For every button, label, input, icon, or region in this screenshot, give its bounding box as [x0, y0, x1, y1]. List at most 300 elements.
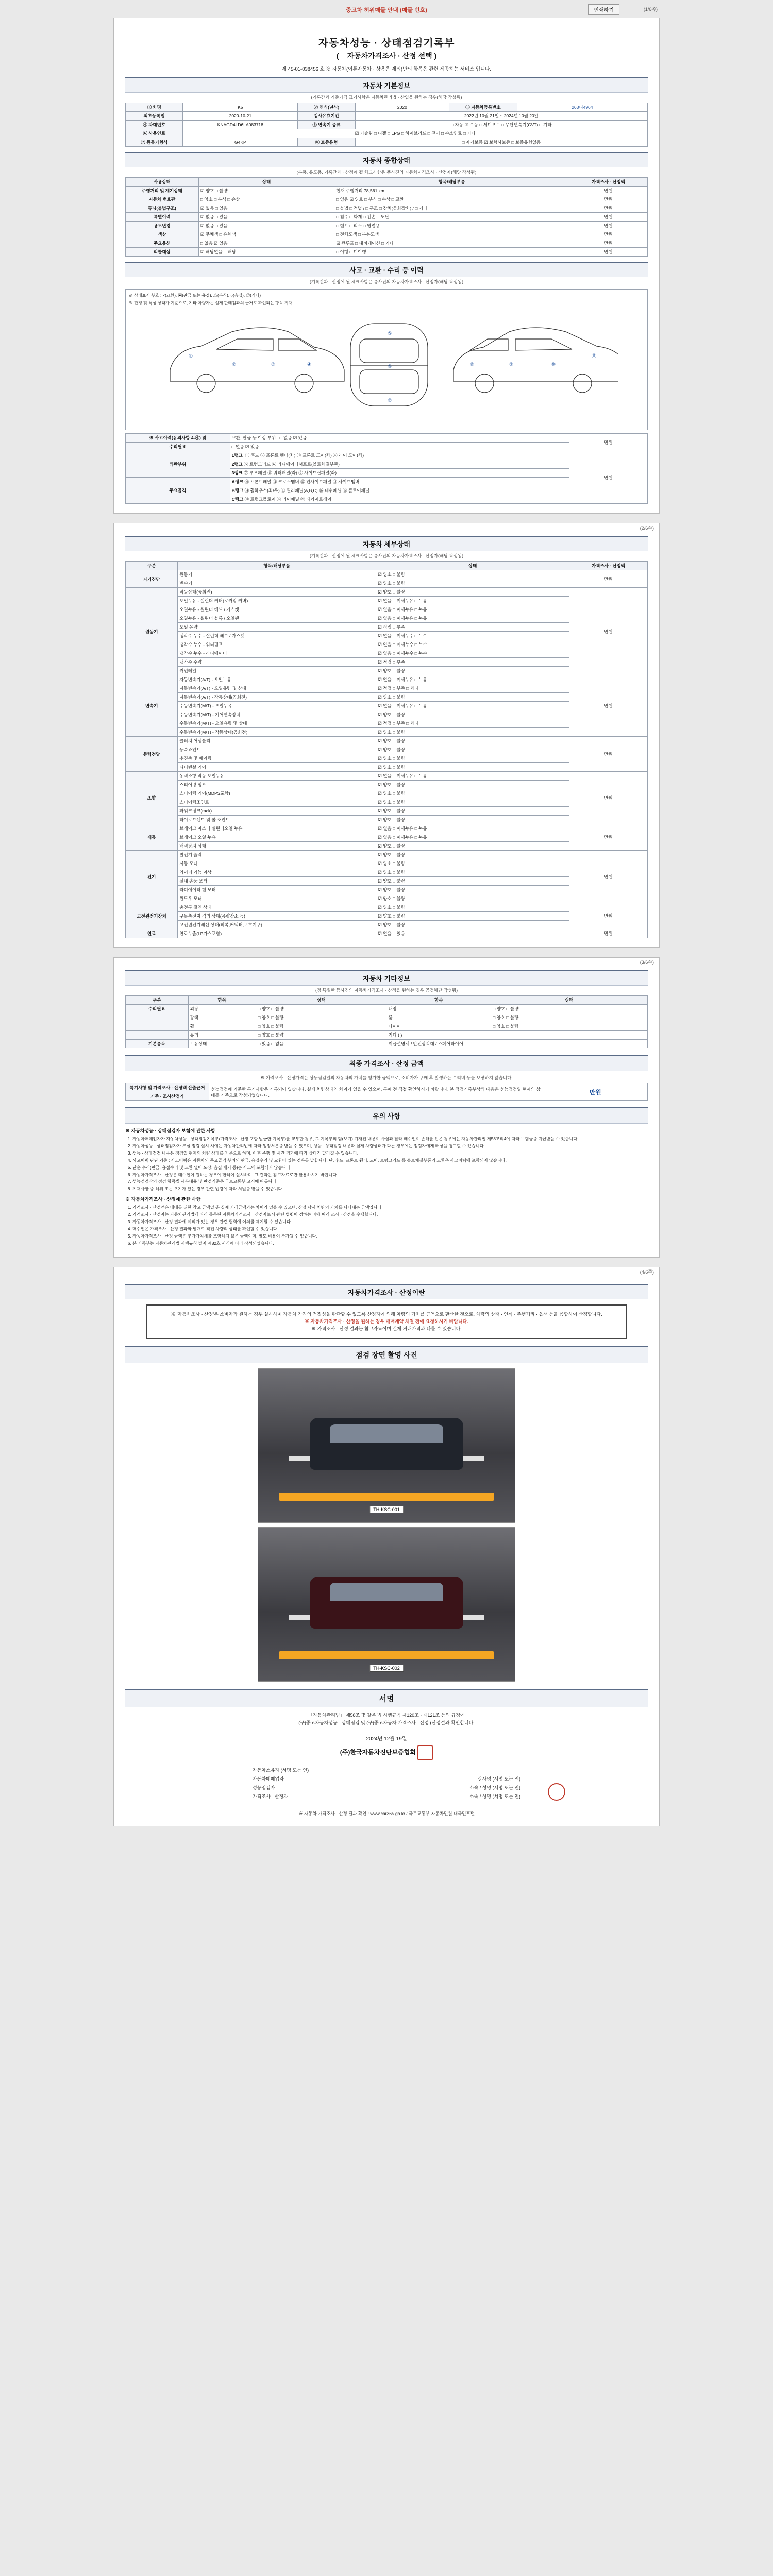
detail-state[interactable]: ☑ 양호 □ 불량 [376, 877, 569, 886]
table-row [126, 434, 648, 443]
topbar-warning: 중고차 허위매물 안내 (매물 번호) [346, 7, 427, 13]
cell-value: 2020 [355, 103, 449, 112]
row-label: 튜닝(불법구조) [126, 204, 199, 213]
table-row [126, 138, 648, 147]
col-header: 사용상태 [126, 178, 199, 187]
etc-item-2: 타이어 [386, 1022, 491, 1031]
rank-row [230, 460, 569, 469]
row-detail: □ 이행 □ 미이행 [334, 248, 569, 257]
detail-group-name: 전기 [126, 851, 178, 903]
accident-amount: 만원 [569, 434, 648, 451]
detail-item: 연료누출(LP가스포함) [178, 929, 376, 938]
detail-state[interactable]: ☑ 없음 □ 미세누유 □ 누유 [376, 605, 569, 614]
detail-state[interactable]: ☑ 양호 □ 불량 [376, 886, 569, 894]
row-amount: 만원 [569, 239, 648, 248]
rank-label: 2랭크 [231, 462, 243, 467]
legend-value: □ 없음 ☑ 있음 [279, 435, 307, 440]
caution-item: 6. 자동차가격조사 · 산정은 매수인이 원하는 경우에 한하여 실시하며, 그 결과는 참고자료로만 활용하시기 바랍니다. [132, 1172, 648, 1178]
detail-item: 발전기 출력 [178, 851, 376, 859]
detail-item: 구동축전지 격리 상태(용량감소 등) [178, 912, 376, 921]
price-value-text: 만원 [589, 1089, 601, 1096]
detail-amount: 만원 [569, 824, 648, 851]
table-row [126, 451, 648, 460]
detail-state[interactable]: ☑ 양호 □ 불량 [376, 754, 569, 763]
rank-label: B랭크 [231, 488, 244, 493]
appraiser-text-bold: ※ 자동차가격조사 · 산정을 원하는 경우 매매계약 체결 전에 요청하시기 바랍니다. [305, 1318, 468, 1324]
detail-state[interactable]: ☑ 적정 □ 부족 □ 과다 [376, 684, 569, 693]
car-diagram [125, 289, 648, 430]
table-row [126, 213, 648, 222]
table-row [126, 112, 648, 121]
row-amount: 만원 [569, 222, 648, 230]
col-header: 항목 [386, 996, 491, 1005]
doc-title: 자동차성능 · 상태점검기록부 [318, 38, 455, 49]
detail-amount: 만원 [569, 851, 648, 903]
table-row [126, 1022, 648, 1031]
table-row [126, 248, 648, 257]
row-detail: □ 불법 □ 적법 / □ 구조 □ 장치(등화장치) / □ 기타 [334, 204, 569, 213]
signature-role: 자동차매매업자 [253, 1776, 284, 1782]
detail-state[interactable]: ☑ 양호 □ 불량 [376, 693, 569, 702]
detail-item: 고전원전기배선 상태(피복,커넥터,보호기구) [178, 921, 376, 929]
etc-group [126, 1031, 189, 1040]
cell-label: ⑦ 원동기형식 [126, 138, 183, 147]
detail-item: 디퍼렌셜 기어 [178, 763, 376, 772]
svg-text:⑪: ⑪ [592, 353, 597, 359]
sign-line-1: 「자동차관리법」 제58조 및 같은 법 시행규칙 제120조 · 제121조 등의 규정에 [308, 1712, 465, 1718]
detail-amount: 만원 [569, 570, 648, 588]
cell-label: 최초등록일 [126, 112, 183, 121]
section-price-band: 최종 가격조사 · 산정 금액 [125, 1055, 648, 1071]
cell-value: ☑ 가솔린 □ 디젤 □ LPG □ 하이브리드 □ 전기 □ 수소연료 □ 기타 [183, 129, 648, 138]
table-row [126, 824, 648, 833]
detail-state[interactable]: ☑ 양호 □ 불량 [376, 579, 569, 588]
accident-legend-table [125, 433, 648, 504]
detail-item: 자동변속기(A/T) - 오일유량 및 상태 [178, 684, 376, 693]
detail-amount: 만원 [569, 903, 648, 929]
section-photo-band: 점검 장면 촬영 사진 [125, 1346, 648, 1363]
caution-item: 4. 매수인은 가격조사 · 산정 결과와 별개로 직접 차량의 상태를 확인할 수 있습니다. [132, 1226, 648, 1232]
page-4-mark: (4/6쪽) [640, 1269, 654, 1275]
caution-body [125, 1128, 648, 1247]
detail-amount: 만원 [569, 929, 648, 938]
price-label-total: 특기사항 및 가격조사 · 산정액 산출근거 [126, 1083, 209, 1092]
appraiser-text-tail: ※ 가격조사 · 산정 결과는 참고자료이며 실제 거래가격과 다를 수 있습니다. [311, 1326, 462, 1332]
detail-amount: 만원 [569, 451, 648, 504]
sign-footer: ※ 자동차 가격조사 · 산정 결과 확인 : www.car365.go.kr / 국토교통부 자동차민원 대국민포털 [298, 1811, 475, 1817]
table-row [126, 204, 648, 213]
diagram-note-1: ※ 상태표시 부호 : ×(교환), ▣(판금 또는 용접), △(부식), ○(흠집), ◎(기타) [129, 293, 261, 298]
detail-state[interactable]: ☑ 양호 □ 불량 [376, 570, 569, 579]
caution-item: 5. 단순 수리(판금, 용접수리 및 교환 없이 도장, 흠집 제거 등)는 사고에 포함되지 않습니다. [132, 1165, 648, 1171]
row-state[interactable]: □ 없음 ☑ 있음 [198, 239, 334, 248]
detail-state[interactable]: ☑ 양호 □ 불량 [376, 710, 569, 719]
photo-car-glass [330, 1583, 443, 1601]
appraiser-warning-box [146, 1304, 627, 1339]
overall-table [125, 177, 648, 257]
section-etc-band: 자동차 기타정보 [125, 970, 648, 986]
rank-row [230, 478, 569, 486]
detail-item: 냉각수 누수 - 라디에이터 [178, 649, 376, 658]
detail-state[interactable]: ☑ 양호 □ 불량 [376, 745, 569, 754]
caution-item: 2. 가격조사 · 산정자는 자동차관리법에 따라 등록된 자동차가격조사 · 산정자로서 관련 법령이 정하는 바에 따라 조사 · 산정을 수행합니다. [132, 1212, 648, 1218]
row-state[interactable]: ☑ 없음 □ 있음 [198, 213, 334, 222]
svg-text:④: ④ [307, 362, 312, 367]
detail-group-name: 조향 [126, 772, 178, 824]
table-row [126, 851, 648, 859]
detail-group-name: 원동기 [126, 588, 178, 675]
detail-item: 배력장치 상태 [178, 842, 376, 851]
price-table [125, 1083, 648, 1101]
table-row [126, 121, 648, 129]
legend-title-2: 수리필요 [126, 443, 230, 451]
row-label: 주요옵션 [126, 239, 199, 248]
detail-item: 브레이크 오일 누유 [178, 833, 376, 842]
detail-state[interactable]: ☑ 없음 □ 미세누수 □ 누수 [376, 632, 569, 640]
photo-lift-base [279, 1651, 494, 1659]
caution-item: 3. 성능 · 상태점검 내용은 점검일 현재의 차량 상태를 기준으로 하며, 이후 주행 및 시간 경과에 따라 상태가 달라질 수 있습니다. [132, 1150, 648, 1157]
rank-row [230, 469, 569, 478]
photo-caption: TH-KSC-001 [369, 1506, 404, 1513]
detail-state[interactable]: ☑ 양호 □ 불량 [376, 816, 569, 824]
svg-text:⑥: ⑥ [388, 364, 392, 369]
detail-item: 수동변속기(M/T) - 작동상태(공회전) [178, 728, 376, 737]
group-name-frame: 주요골격 [126, 478, 230, 504]
detail-state[interactable]: ☑ 적정 □ 부족 □ 과다 [376, 719, 569, 728]
detail-state[interactable]: ☑ 적정 □ 부족 [376, 658, 569, 667]
signature-row [253, 1774, 520, 1783]
legend-value-2[interactable]: □ 없음 ☑ 있음 [230, 443, 569, 451]
row-state[interactable]: ☑ 양호 □ 불량 [198, 187, 334, 195]
detail-amount: 만원 [569, 588, 648, 675]
row-label: 리콜대상 [126, 248, 199, 257]
diagram-note-2: ※ 판정 및 특성 상태가 기준으로, 기타 차량가는 실제 판매점과의 근거로 확인되는 항목 기재 [129, 301, 293, 306]
detail-item: 추진축 및 베어링 [178, 754, 376, 763]
detail-state[interactable]: ☑ 양호 □ 불량 [376, 868, 569, 877]
row-amount: 만원 [569, 248, 648, 257]
cell-value: G4KP [183, 138, 298, 147]
legend-title: ※ 사고이력(유의사항 4-④) 및 [126, 434, 230, 443]
detail-item: 수동변속기(M/T) - 오일유량 및 상태 [178, 719, 376, 728]
page-2-mark: (2/6쪽) [640, 526, 654, 531]
price-label-base: 기준 · 조사산정가 [126, 1092, 209, 1101]
rank-items: ⑦ 루프패널 ⑧ 쿼터패널(좌) ⑨ 사이드실패널(좌) [244, 470, 337, 476]
row-detail: □ 없음 ☑ 양호 □ 부식 □ 손상 □ 교환 [334, 195, 569, 204]
table-row [126, 675, 648, 684]
col-header: 구분 [126, 562, 178, 570]
row-amount: 만원 [569, 213, 648, 222]
signature-value[interactable]: 상사명 (서명 또는 인) [477, 1776, 520, 1782]
row-detail: ☑ 썬루프 □ 내비게이션 □ 기타 [334, 239, 569, 248]
svg-text:⑦: ⑦ [388, 398, 392, 403]
detail-item: 라디에이터 팬 모터 [178, 886, 376, 894]
price-note: ※ 가격조사 · 산정가격은 성능점검일의 자동차의 가치를 평가한 금액으로, 소비자가 구매 후 발생하는 수리비 등을 보장하지 않습니다. [260, 1075, 513, 1080]
section-etc-note: (점 특별한 등사진의 자동차가격조사 · 산정을 원하는 경우 공정해단 작성됨) [315, 988, 458, 993]
signature-role: 성능점검자 [253, 1785, 275, 1791]
cell-value: □ 자가보증 ☑ 보험사보증 □ 보증유형없음 [355, 138, 647, 147]
price-value [543, 1083, 648, 1101]
detail-state[interactable]: ☑ 양호 □ 불량 [376, 789, 569, 798]
doc-number-line: 제 45-01-038456 호 ※ 자동차(이륜자동차 · 상용은 제외)만의 항목은 관련 제공해는 서비스 입니다. [281, 66, 492, 72]
detail-state[interactable]: ☑ 양호 □ 불량 [376, 859, 569, 868]
inspection-photo-2[interactable] [258, 1527, 515, 1682]
row-amount: 만원 [569, 230, 648, 239]
section-caution-band: 유의 사항 [125, 1107, 648, 1124]
car-outline-svg [155, 308, 618, 421]
detail-state[interactable]: ☑ 양호 □ 불량 [376, 894, 569, 903]
signature-value[interactable]: 소속 / 성명 (서명 또는 인) [469, 1785, 520, 1791]
detail-state[interactable]: ☑ 없음 □ 미세누유 □ 누유 [376, 824, 569, 833]
row-state[interactable]: □ 양호 □ 부식 □ 손상 [198, 195, 334, 204]
rank-label: 1랭크 [231, 453, 243, 458]
detail-item: 윈도우 모터 [178, 894, 376, 903]
row-state[interactable]: ☑ 없음 □ 있음 [198, 204, 334, 213]
etc-item-1: 보유상태 [188, 1040, 256, 1048]
col-header: 상태 [198, 178, 334, 187]
col-header: 항목/해당부품 [334, 178, 569, 187]
row-detail: □ 렌트 □ 리스 □ 영업용 [334, 222, 569, 230]
row-amount: 만원 [569, 204, 648, 213]
rank-label: C랭크 [231, 497, 244, 502]
rank-items: ⑤ 트렁크리드 ⑥ 라디에이터서포트(볼트체결부품) [244, 462, 340, 467]
section-basic-band: 자동차 기본정보 [125, 77, 648, 93]
photo-caption: TH-KSC-002 [369, 1665, 404, 1672]
page-4 [113, 1267, 660, 1827]
detail-item: 냉각수 누수 - 실린더 헤드 / 가스켓 [178, 632, 376, 640]
table-row [126, 1013, 648, 1022]
detail-item: 수동변속기(M/T) - 오일누유 [178, 702, 376, 710]
caution-item: 4. 사고이력 판단 기준 : 사고이력은 자동차의 주요골격 부위의 판금, 용접수리 및 교환이 있는 경우를 말합니다. 단, 후드, 프론트 휀더, 도어, 트렁크리드 등 볼트체결부품의 교환은 사고이력에 포함되지 않습니다. [132, 1158, 648, 1164]
rank-items: ⑩ 프론트패널 ⑪ 크로스맴버 ⑫ 인사이드패널 ⑬ 사이드맴버 [244, 479, 360, 484]
inspection-photo-1[interactable] [258, 1368, 515, 1523]
etc-state-2[interactable] [491, 1040, 648, 1048]
table-row [126, 195, 648, 204]
svg-text:⑤: ⑤ [388, 331, 392, 336]
detail-item: 오일 유량 [178, 623, 376, 632]
col-header: 상태 [376, 562, 569, 570]
caution-item: 2. 자동차성능 · 상태점검자가 부실 점검 실시 시에는 자동차관리법에 따라 행정처분을 받을 수 있으며, 성능 · 상태점검 내용과 실제 차량상태가 다른 경우에는 점검자에게 배상을 청구할 수 있습니다. [132, 1143, 648, 1149]
etc-item-2: 취급설명서 / 안전삼각대 / 스페어타이어 [386, 1040, 491, 1048]
col-header: 가격조사 · 산정액 [569, 178, 648, 187]
section-accident-note: (기록간과 · 산정에 될 체크사항은 품사진의 자동차자격조사 · 산정자(해당 작성됨) [309, 279, 464, 284]
detail-group-name: 동력전달 [126, 737, 178, 772]
table-row [126, 1005, 648, 1013]
rank-items: ① 후드 ② 프론트 휀더(좌) ③ 프론트 도어(좌) ④ 리어 도어(좌) [245, 453, 364, 458]
etc-state-1[interactable]: □ 양호 □ 불량 [256, 1022, 386, 1031]
col-header: 상태 [491, 996, 648, 1005]
detail-item: 동력조향 작동 오일누유 [178, 772, 376, 781]
detail-item: 클러치 어셈블리 [178, 737, 376, 745]
detail-state[interactable]: ☑ 양호 □ 불량 [376, 842, 569, 851]
detail-group-name: 변속기 [126, 675, 178, 737]
row-label: 주행거리 및 계기상태 [126, 187, 199, 195]
basic-info-table [125, 103, 648, 147]
detail-item: 와이퍼 기능 이상 [178, 868, 376, 877]
detail-state[interactable]: ☑ 없음 □ 미세누수 □ 누수 [376, 640, 569, 649]
detail-state[interactable]: ☑ 없음 □ 미세누수 □ 누수 [376, 649, 569, 658]
table-row [126, 737, 648, 745]
detail-state[interactable]: ☑ 없음 □ 미세누유 □ 누유 [376, 772, 569, 781]
detail-item: 스티어링조인트 [178, 798, 376, 807]
detail-item: 타이로드엔드 및 볼 조인트 [178, 816, 376, 824]
cell-label: ③ 자동차등록번호 [449, 103, 517, 112]
detail-item: 오일누유 - 실린더 헤드 / 가스켓 [178, 605, 376, 614]
row-state[interactable]: ☑ 무채색 □ 유채색 [198, 230, 334, 239]
row-detail: □ 전체도색 □ 부분도색 [334, 230, 569, 239]
table-row [126, 103, 648, 112]
row-state[interactable]: ☑ 해당없음 □ 해당 [198, 248, 334, 257]
row-label: 용도변경 [126, 222, 199, 230]
detail-state[interactable]: ☑ 양호 □ 불량 [376, 851, 569, 859]
detail-state[interactable]: ☑ 양호 □ 불량 [376, 588, 569, 597]
etc-group [126, 1013, 189, 1022]
detail-item: 브레이크 마스터 실린더오일 누유 [178, 824, 376, 833]
section-basic-note: (기록간과 기준가격 표기사항은 자동차관리법 · 산업을 원하는 경우(해당 작성됨) [311, 95, 462, 100]
etc-item-2: 기타 ( ) [386, 1031, 491, 1040]
row-label: 특별이력 [126, 213, 199, 222]
detail-state[interactable]: ☑ 양호 □ 불량 [376, 737, 569, 745]
sign-company [125, 1745, 648, 1760]
svg-text:③: ③ [271, 362, 276, 367]
detail-item: 등속죠인트 [178, 745, 376, 754]
caution-item: 1. 가격조사 · 산정액은 매매를 위한 참고 금액일 뿐 실제 거래금액과는 차이가 있을 수 있으며, 산정 당시 차량의 가치를 나타내는 금액입니다. [132, 1205, 648, 1211]
caution-item: 7. 성능점검장의 점검 항목별 세부내용 및 판정기준은 국토교통부 고시에 따릅니다. [132, 1179, 648, 1185]
detail-state[interactable]: ☑ 없음 □ 미세누유 □ 누유 [376, 702, 569, 710]
detail-item: 작동상태(공회전) [178, 588, 376, 597]
table-row [126, 929, 648, 938]
topbar [113, 4, 660, 15]
page-1 [113, 18, 660, 514]
etc-group [126, 1022, 189, 1031]
etc-state-2[interactable] [491, 1031, 648, 1040]
doc-subtitle: ( □ 자동차가격조사 · 산정 선택 ) [336, 52, 437, 60]
detail-state[interactable]: ☑ 양호 □ 불량 [376, 921, 569, 929]
etc-state-1[interactable]: □ 있음 □ 없음 [256, 1040, 386, 1048]
detail-item: 오일누유 - 실린더 커버(로커암 커버) [178, 597, 376, 605]
detail-item: 냉각수 수량 [178, 658, 376, 667]
etc-state-2[interactable]: □ 양호 □ 불량 [491, 1005, 648, 1013]
topbar-page-label: (1/6쪽) [643, 7, 658, 12]
etc-state-1[interactable]: □ 양호 □ 불량 [256, 1031, 386, 1040]
svg-text:①: ① [189, 353, 193, 359]
detail-item: 스티어링 기어(MDPS포함) [178, 789, 376, 798]
car-diagram-canvas [129, 308, 644, 427]
print-button[interactable]: 인쇄하기 [588, 4, 619, 15]
table-row [126, 903, 648, 912]
detail-state[interactable]: ☑ 양호 □ 불량 [376, 798, 569, 807]
table-row [126, 588, 648, 597]
etc-group: 기본품목 [126, 1040, 189, 1048]
detail-item: 커먼레일 [178, 667, 376, 675]
rank-label: A랭크 [231, 479, 244, 484]
detail-state[interactable]: ☑ 적정 □ 부족 [376, 623, 569, 632]
detail-state[interactable]: ☑ 없음 □ 있음 [376, 929, 569, 938]
section-overall-note: (부품, 유도품, 기록간과 · 산정에 될 체크사항은 품사진의 자동차자격조사 · 산정자(해당 작성됨) [296, 170, 477, 175]
detail-state[interactable]: ☑ 양호 □ 불량 [376, 667, 569, 675]
row-state[interactable]: ☑ 없음 □ 있음 [198, 222, 334, 230]
detail-item: 파워크랭크(rack) [178, 807, 376, 816]
etc-state-2[interactable]: □ 양호 □ 불량 [491, 1022, 648, 1031]
cell-value: 263디4964 [517, 103, 647, 112]
detail-state[interactable]: ☑ 양호 □ 불량 [376, 728, 569, 737]
rank-row [230, 495, 569, 504]
rank-label: 3랭크 [231, 470, 243, 476]
appraiser-text-head: ※ '자동차조사 · 산정'은 소비자가 원하는 경우 실시하며 자동차 가격의 적정성을 판단할 수 있도록 산정자에 의해 차량의 가치를 금액으로 환산한 것으로, 차량의 상태 · 연식 · 주행거리 · 옵션 등을 종합하여 산정합니다. [171, 1311, 602, 1317]
detail-group-name: 자기진단 [126, 570, 178, 588]
page-3 [113, 957, 660, 1258]
signature-row [253, 1766, 520, 1774]
col-header: 상태 [256, 996, 386, 1005]
etc-item-1: 광택 [188, 1013, 256, 1022]
sign-company-text: (주)한국자동차진단보증협회 [340, 1749, 416, 1756]
detail-amount: 만원 [569, 737, 648, 772]
col-header: 구분 [126, 996, 189, 1005]
detail-item: 냉각수 누수 - 워터펌프 [178, 640, 376, 649]
detail-item: 시동 모터 [178, 859, 376, 868]
detail-state[interactable]: ☑ 양호 □ 불량 [376, 807, 569, 816]
detail-state[interactable]: ☑ 양호 □ 불량 [376, 912, 569, 921]
cell-label: ⑤ 변속기 종류 [298, 121, 355, 129]
table-row [126, 1083, 648, 1092]
etc-state-1[interactable]: □ 양호 □ 불량 [256, 1013, 386, 1022]
section-appraiser-band: 자동차가격조사 · 산정이란 [125, 1284, 648, 1299]
detail-item: 충전구 절연 상태 [178, 903, 376, 912]
detail-state[interactable]: ☑ 없음 □ 미세누유 □ 누유 [376, 614, 569, 623]
cell-value: 2022년 10월 21일 ~ 2024년 10월 20일 [355, 112, 647, 121]
detail-state[interactable]: ☑ 없음 □ 미세누유 □ 누유 [376, 597, 569, 605]
detail-state[interactable]: ☑ 양호 □ 불량 [376, 781, 569, 789]
group-name-exterior: 외판부위 [126, 451, 230, 478]
svg-text:②: ② [232, 362, 237, 367]
detail-state[interactable]: ☑ 양호 □ 불량 [376, 903, 569, 912]
legend-key: 교환, 판금 등 이상 부위 [231, 435, 276, 440]
detail-group-name: 연료 [126, 929, 178, 938]
detail-state[interactable]: ☑ 양호 □ 불량 [376, 763, 569, 772]
cell-label: ⑧ 보증유형 [298, 138, 355, 147]
signature-value[interactable]: 소속 / 성명 (서명 또는 인) [469, 1794, 520, 1800]
cell-label: ① 차명 [126, 103, 183, 112]
svg-text:⑧: ⑧ [470, 362, 475, 367]
detail-state[interactable]: ☑ 없음 □ 미세누유 □ 누유 [376, 833, 569, 842]
table-row [126, 1040, 648, 1048]
etc-table [125, 995, 648, 1048]
page-3-mark: (3/6쪽) [640, 960, 654, 965]
section-sign-band: 서명 [125, 1689, 648, 1707]
row-label: 색상 [126, 230, 199, 239]
svg-text:⑨: ⑨ [509, 362, 514, 367]
detail-item: 자동변속기(A/T) - 작동상태(공회전) [178, 693, 376, 702]
table-row [126, 222, 648, 230]
detail-state[interactable]: ☑ 없음 □ 미세누유 □ 누유 [376, 675, 569, 684]
table-row [126, 129, 648, 138]
cell-value: □ 자동 ☑ 수동 □ 세미오토 □ 무단변속기(CVT) □ 기타 [355, 121, 647, 129]
signature-role: 가격조사 · 산정자 [253, 1794, 288, 1800]
detail-item: 원동기 [178, 570, 376, 579]
detail-group-name: 제동 [126, 824, 178, 851]
section-detail-band: 자동차 세부상태 [125, 536, 648, 551]
table-row [126, 230, 648, 239]
row-amount: 만원 [569, 195, 648, 204]
etc-state-1[interactable]: □ 양호 □ 불량 [256, 1005, 386, 1013]
company-stamp-icon [417, 1745, 433, 1760]
legend-item[interactable] [230, 434, 569, 443]
table-row [126, 772, 648, 781]
etc-state-2[interactable]: □ 양호 □ 불량 [491, 1013, 648, 1022]
detail-item: 수동변속기(M/T) - 기어변속장치 [178, 710, 376, 719]
table-row [126, 239, 648, 248]
rank-items: ⑭ 휠하우스(좌/우) ⑮ 필러패널(A,B,C) ⑯ 대쉬패널 ⑰ 플로어패널 [244, 488, 369, 493]
detail-item: 변속기 [178, 579, 376, 588]
